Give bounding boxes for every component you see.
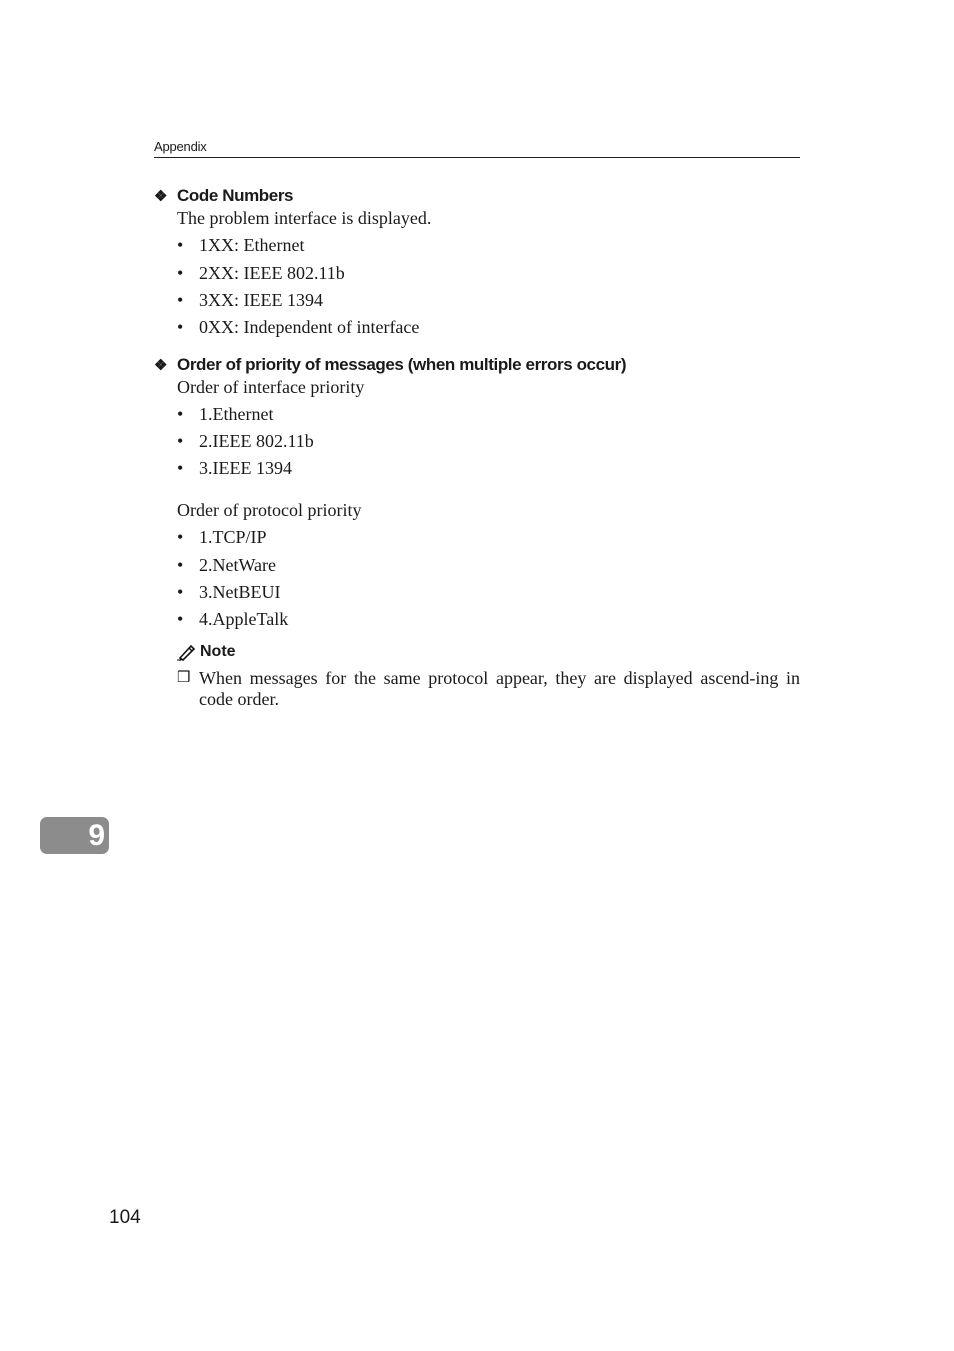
checkbox-bullet-icon: ❒ xyxy=(177,670,191,686)
protocol-priority-intro: Order of protocol priority xyxy=(177,500,362,520)
list-item: • 3.NetBEUI xyxy=(177,582,281,602)
bullet-icon: • xyxy=(177,609,184,629)
section-title: Code Numbers xyxy=(177,186,294,205)
running-header: Appendix xyxy=(154,139,800,158)
note-heading xyxy=(177,643,236,661)
bullet-icon: • xyxy=(177,458,184,478)
bullet-icon: • xyxy=(177,555,184,575)
list-item: • 2XX: IEEE 802.11b xyxy=(177,263,345,283)
section-heading-code-numbers xyxy=(154,186,293,206)
list-item: • 2.NetWare xyxy=(177,555,277,575)
bullet-icon: • xyxy=(177,431,184,451)
section-heading-priority xyxy=(154,355,626,375)
section-intro: The problem interface is displayed. xyxy=(177,208,432,228)
list-item: • 1.TCP/IP xyxy=(177,527,267,547)
list-item: • 3.IEEE 1394 xyxy=(177,458,292,478)
diamond-bullet-icon: ❖ xyxy=(154,357,168,374)
bullet-icon: • xyxy=(177,290,184,310)
list-item: • 4.AppleTalk xyxy=(177,609,289,629)
bullet-icon: • xyxy=(177,582,184,602)
note-item xyxy=(177,668,800,710)
bullet-icon: • xyxy=(177,527,184,547)
page-number: 104 xyxy=(109,1207,141,1228)
list-item: • 0XX: Independent of interface xyxy=(177,317,420,337)
section-title: Order of priority of messages (when multiple errors occur) xyxy=(177,355,627,374)
pencil-icon xyxy=(177,643,197,661)
note-title: Note xyxy=(200,643,236,660)
list-item: • 2.IEEE 802.11b xyxy=(177,431,314,451)
bullet-icon: • xyxy=(177,317,184,337)
bullet-icon: • xyxy=(177,263,184,283)
chapter-tab: 9 xyxy=(40,817,109,854)
note-text: When messages for the same protocol appear, they are displayed ascend-ing in code order. xyxy=(199,668,800,709)
bullet-icon: • xyxy=(177,235,184,255)
diamond-bullet-icon: ❖ xyxy=(154,188,168,205)
bullet-icon: • xyxy=(177,404,184,424)
list-item: • 3XX: IEEE 1394 xyxy=(177,290,323,310)
list-item: • 1.Ethernet xyxy=(177,404,274,424)
list-item: • 1XX: Ethernet xyxy=(177,235,305,255)
interface-priority-intro: Order of interface priority xyxy=(177,377,365,397)
